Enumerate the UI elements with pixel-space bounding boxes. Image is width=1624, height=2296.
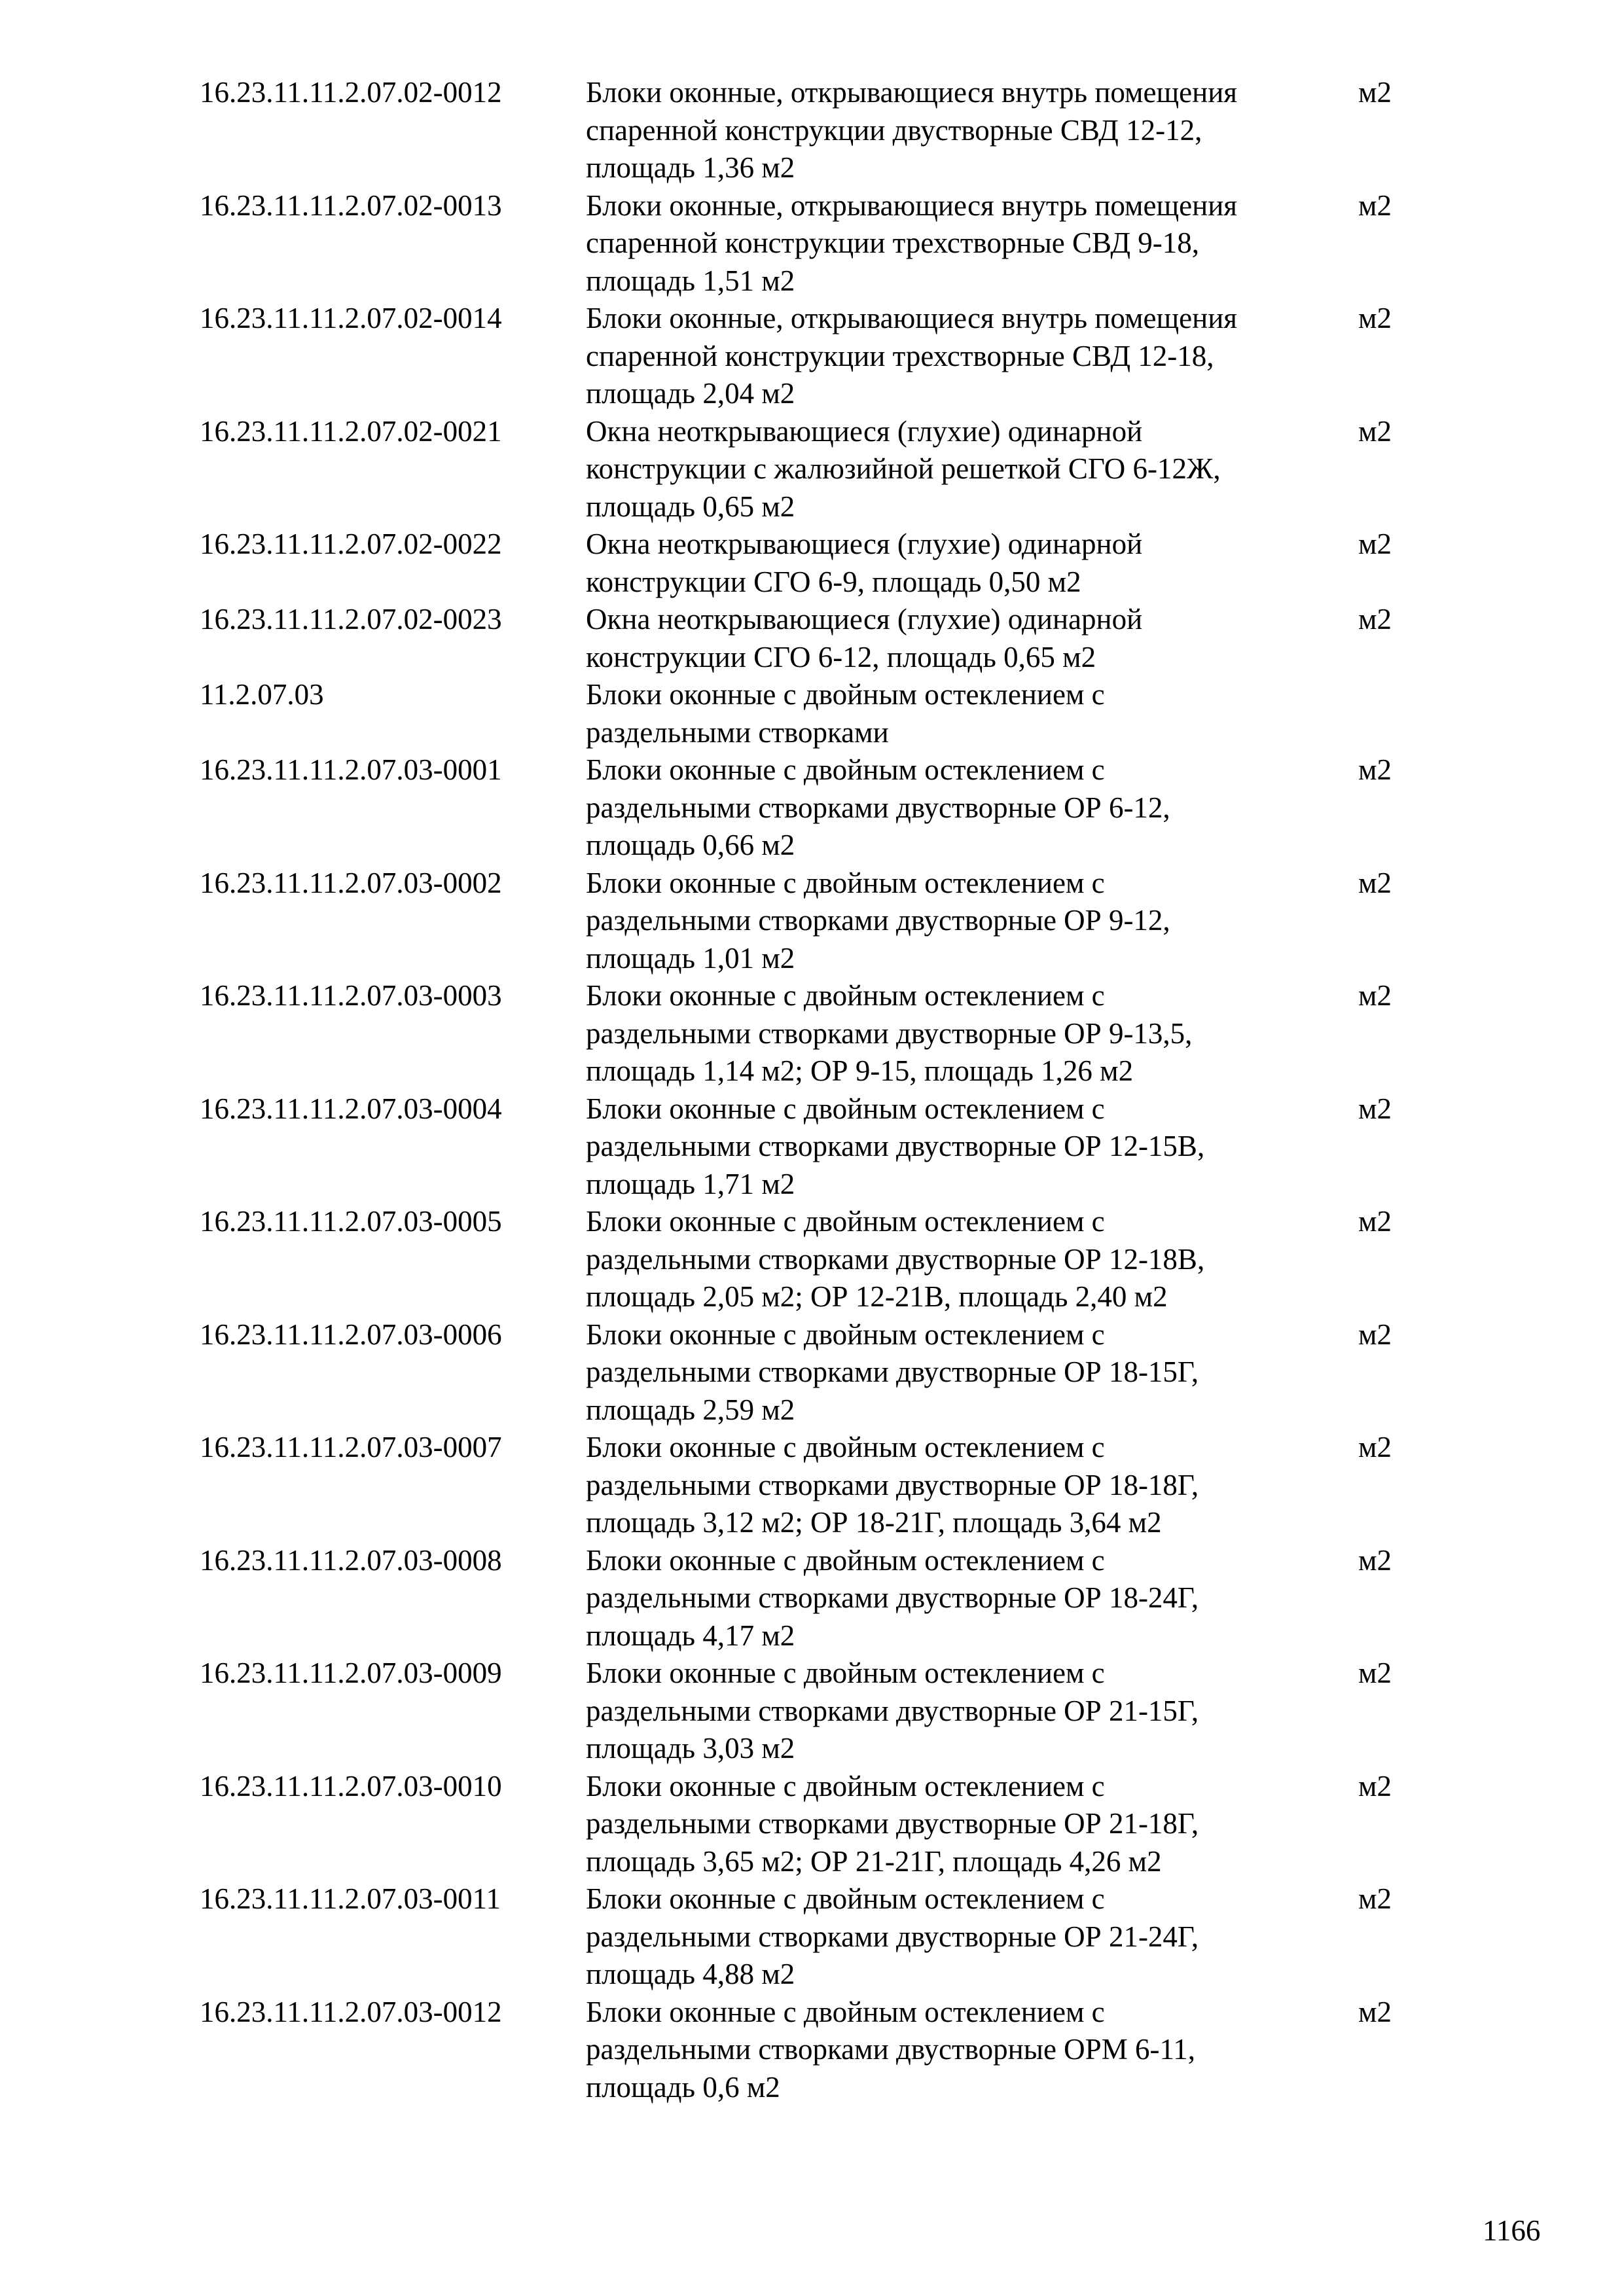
item-code: 16.23.11.11.2.07.02-0023 [200,603,502,636]
item-code: 16.23.11.11.2.07.03-0005 [200,1205,502,1238]
item-unit: м2 [1358,188,1392,222]
item-code: 16.23.11.11.2.07.02-0012 [200,76,502,109]
item-description: Блоки оконные с двойным остеклением с раздельными створками двустворные ОР 21-15Г, площадь 3,03 м2 [586,1657,1199,1765]
item-code: 16.23.11.11.2.07.03-0007 [200,1431,502,1463]
item-unit: м2 [1358,1318,1392,1351]
item-unit: м2 [1358,1431,1392,1463]
table-row [200,1203,1443,1316]
section-title: Блоки оконные с двойным остеклением с раздельными створками [586,678,1105,749]
item-description: Блоки оконные с двойным остеклением с раздельными створками двустворные ОР 6-12, площадь 0,66 м2 [586,753,1170,861]
table-row [200,300,1443,413]
item-code: 16.23.11.11.2.07.02-0014 [200,302,502,334]
table-row [200,865,1443,978]
table-row [200,1655,1443,1768]
item-unit: м2 [1358,1543,1392,1577]
table-row [200,74,1443,187]
item-unit: м2 [1358,866,1392,899]
item-unit: м2 [1358,76,1392,109]
item-description: Окна неоткрывающиеся (глухие) одинарной конструкции СГО 6-12, площадь 0,65 м2 [586,603,1143,673]
section-heading-row [200,676,1443,751]
item-description: Блоки оконные с двойным остеклением с раздельными створками двустворные ОР 21-18Г, площадь 3,65 м2; ОР 21-21Г, площадь 4,26 м2 [586,1769,1199,1878]
item-description: Блоки оконные с двойным остеклением с раздельными створками двустворные ОР 12-15В, площадь 1,71 м2 [586,1092,1205,1200]
page-number: 1166 [1483,2214,1541,2247]
item-code: 16.23.11.11.2.07.03-0001 [200,753,502,786]
item-description: Блоки оконные с двойным остеклением с раздельными створками двустворные ОР 18-15Г, площадь 2,59 м2 [586,1318,1199,1426]
item-code: 16.23.11.11.2.07.03-0011 [200,1882,501,1915]
item-description: Блоки оконные, открывающиеся внутрь помещения спаренной конструкции трехстворные СВД 9-18, площадь 1,51 м2 [586,188,1237,297]
table-row [200,751,1443,865]
item-unit: м2 [1358,1092,1392,1125]
table-row [200,1429,1443,1542]
item-unit: м2 [1358,603,1392,636]
item-code: 16.23.11.11.2.07.03-0004 [200,1092,502,1125]
item-code: 16.23.11.11.2.07.03-0002 [200,866,502,899]
item-description: Блоки оконные с двойным остеклением с раздельными створками двустворные ОР 9-12, площадь 1,01 м2 [586,866,1170,975]
item-unit: м2 [1358,1769,1392,1803]
table-row [200,526,1443,601]
item-code: 16.23.11.11.2.07.03-0009 [200,1657,502,1689]
section-code: 11.2.07.03 [200,678,324,711]
item-unit: м2 [1358,1205,1392,1238]
table-row [200,1880,1443,1994]
item-unit: м2 [1358,979,1392,1012]
table-row [200,413,1443,526]
item-description: Блоки оконные с двойным остеклением с раздельными створками двустворные ОР 18-18Г, площадь 3,12 м2; ОР 18-21Г, площадь 3,64 м2 [586,1431,1199,1539]
item-description: Блоки оконные с двойным остеклением с раздельными створками двустворные ОР 21-24Г, площадь 4,88 м2 [586,1882,1199,1990]
item-code: 16.23.11.11.2.07.03-0010 [200,1769,502,1803]
price-list-table [200,74,1443,2106]
table-row [200,601,1443,676]
table-row [200,1090,1443,1204]
item-unit: м2 [1358,302,1392,334]
item-unit: м2 [1358,1995,1392,2028]
item-description: Блоки оконные, открывающиеся внутрь помещения спаренной конструкции трехстворные СВД 12-18, площадь 2,04 м2 [586,302,1237,410]
table-row [200,1768,1443,1881]
table-row [200,977,1443,1090]
item-code: 16.23.11.11.2.07.02-0021 [200,414,502,448]
item-code: 16.23.11.11.2.07.03-0006 [200,1318,502,1351]
item-unit: м2 [1358,753,1392,786]
item-description: Блоки оконные с двойным остеклением с раздельными створками двустворные ОР 12-18В, площадь 2,05 м2; ОР 12-21В, площадь 2,40 м2 [586,1205,1205,1313]
item-description: Блоки оконные с двойным остеклением с раздельными створками двустворные ОР 18-24Г, площадь 4,17 м2 [586,1543,1199,1652]
item-unit: м2 [1358,1657,1392,1689]
item-code: 16.23.11.11.2.07.03-0012 [200,1995,502,2028]
item-unit: м2 [1358,528,1392,560]
table-row [200,1994,1443,2107]
item-description: Окна неоткрывающиеся (глухие) одинарной конструкции СГО 6-9, площадь 0,50 м2 [586,528,1143,598]
table-row [200,1542,1443,1655]
item-description: Блоки оконные с двойным остеклением с раздельными створками двустворные ОРМ 6-11, площадь 0,6 м2 [586,1995,1196,2104]
item-description: Окна неоткрывающиеся (глухие) одинарной конструкции с жалюзийной решеткой СГО 6-12Ж, площадь 0,65 м2 [586,414,1221,523]
item-unit: м2 [1358,414,1392,448]
table-row [200,187,1443,300]
item-unit: м2 [1358,1882,1392,1915]
item-description: Блоки оконные с двойным остеклением с раздельными створками двустворные ОР 9-13,5, площадь 1,14 м2; ОР 9-15, площадь 1,26 м2 [586,979,1193,1087]
item-code: 16.23.11.11.2.07.02-0022 [200,528,502,560]
item-description: Блоки оконные, открывающиеся внутрь помещения спаренной конструкции двустворные СВД 12-12, площадь 1,36 м2 [586,76,1237,184]
item-code: 16.23.11.11.2.07.03-0008 [200,1543,502,1577]
item-code: 16.23.11.11.2.07.03-0003 [200,979,502,1012]
item-code: 16.23.11.11.2.07.02-0013 [200,188,502,222]
table-row [200,1316,1443,1429]
